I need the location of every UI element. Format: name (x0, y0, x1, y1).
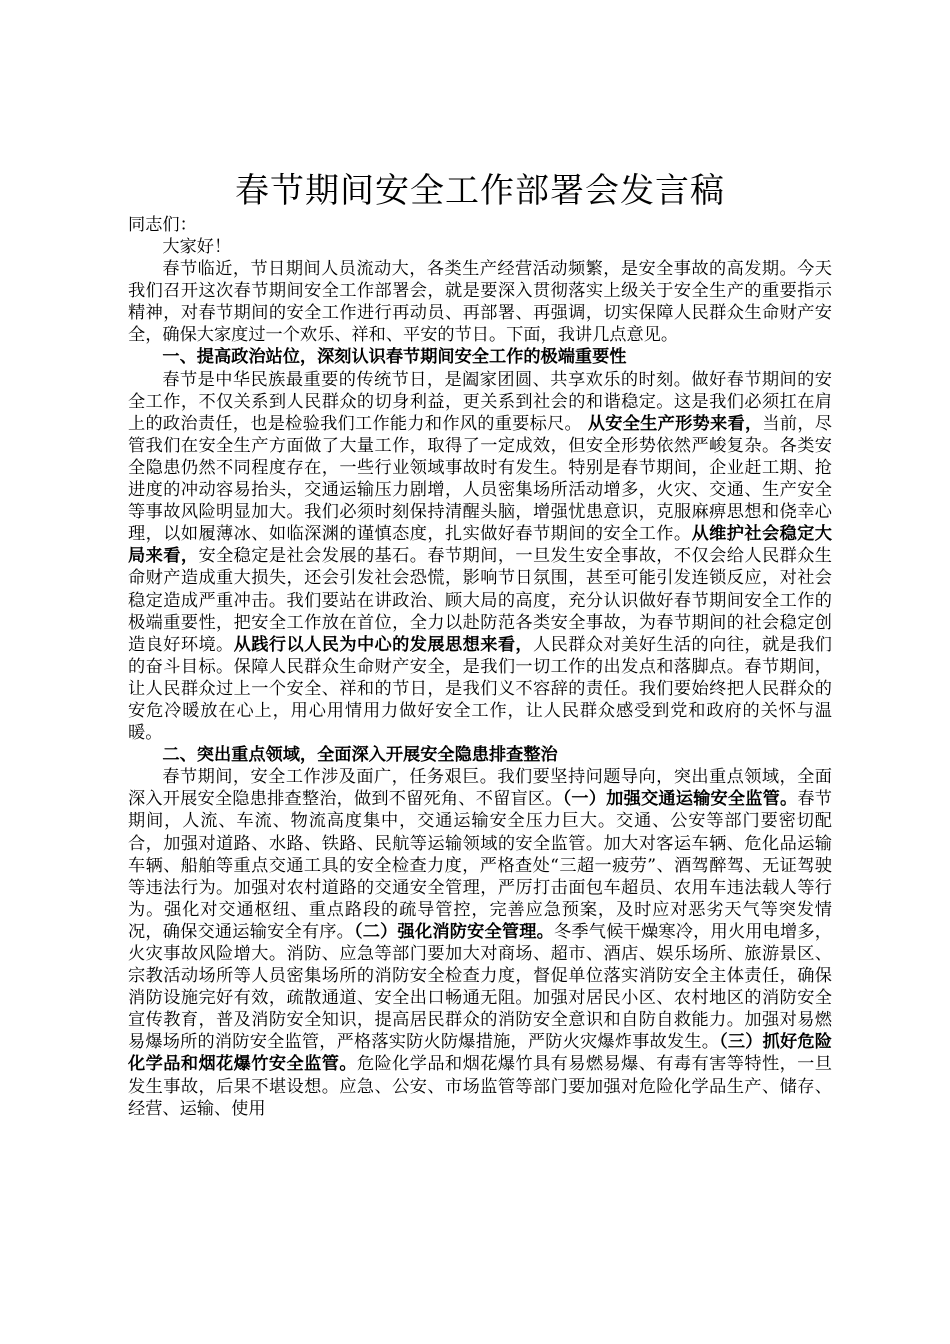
section1-bold-2: 从维护社会稳定大局来看， (128, 524, 832, 567)
document-page (128, 168, 832, 1120)
section1-paragraph (128, 369, 832, 745)
section1-text-1: 春节是中华民族最重要的传统节日，是阖家团圆、共享欢乐的时刻。做好春节期间的安全工作，不仅关系到人民群众的切身利益，更关系到社会的和谐稳定。这是我们必须扛在肩上的政治责任，也是检验我们工作能力和作风的重要标尺。 (128, 369, 832, 434)
section2-text-3: 冬季气候干燥寒冷，用火用电增多，火灾事故风险增大。消防、应急等部门要加大对商场、超市、酒店、娱乐场所、旅游景区、宗教活动场所等人员密集场所的消防安全检查力度，督促单位落实消防安全主体责任，确保消防设施完好有效，疏散通道、安全出口畅通无阻。加强对居民小区、农村地区的消防安全宣传教育，普及消防安全知识，提高居民群众的消防安全意识和自防自救能力。加强对易燃易爆场所的消防安全监管，严格落实防火防爆措施，严防火灾爆炸事故发生。 (128, 921, 832, 1053)
section2-text-4: 危险化学品和烟花爆竹具有易燃易爆、有毒有害等特性，一旦发生事故，后果不堪设想。应急、公安、市场监管等部门要加强对危险化学品生产、储存、经营、运输、使用 (128, 1054, 832, 1119)
section2-bold-3: （三）抓好危险化学品和烟花爆竹安全监管。 (128, 1032, 832, 1075)
section2-bold-2: （二）强化消防安全管理。 (354, 921, 555, 942)
section1-text-2: 当前，尽管我们在安全生产方面做了大量工作，取得了一定成效，但安全形势依然严峻复杂。各类安全隐患仍然不同程度存在，一些行业领域事故时有发生。特别是春节期间，企业赶工期、抢进度的冲动容易抬头，交通运输压力剧增，人员密集场所活动增多，火灾、交通、生产安全等事故风险明显加大。我们必须时刻保持清醒头脑，增强忧患意识，克服麻痹思想和侥幸心理，以如履薄冰、如临深渊的谨慎态度，扎实做好春节期间的安全工作。 (128, 413, 832, 545)
section2-paragraph (128, 766, 832, 1120)
section2-bold-1: （一）加强交通运输安全监管。 (562, 789, 798, 810)
intro-paragraph: 春节临近，节日期间人员流动大，各类生产经营活动频繁，是安全事故的高发期。今天我们召开这次春节期间安全工作部署会，就是要深入贯彻落实上级关于安全生产的重要指示精神，对春节期间的安全工作进行再动员、再部署、再强调，切实保障人民群众生命财产安全，确保大家度过一个欢乐、祥和、平安的节日。下面，我讲几点意见。 (128, 259, 832, 346)
section1-bold-1: 从安全生产形势来看， (587, 413, 763, 434)
section2-text-1: 春节期间，安全工作涉及面广，任务艰巨。我们要坚持问题导向，突出重点领域，全面深入开展安全隐患排查整治，做到不留死角、不留盲区。 (128, 767, 832, 810)
salutation: 同志们： (128, 215, 197, 235)
document-title: 春节期间安全工作部署会发言稿 (235, 171, 725, 211)
section2-text-2: 春节期间，人流、车流、物流高度集中，交通运输安全压力巨大。交通、公安等部门要密切配合，加强对道路、水路、铁路、民航等运输领域的安全监管。加大对客运车辆、危化品运输车辆、船舶等重点交通工具的安全检查力度，严格查处“三超一疲劳”、酒驾醉驾、无证驾驶等违法行为。加强对农村道路的交通安全管理，严厉打击面包车超员、农用车违法载人等行为。强化对交通枢纽、重点路段的疏导管控，完善应急预案，及时应对恶劣天气等突发情况，确保交通运输安全有序。 (128, 789, 832, 942)
section1-bold-3: 从践行以人民为中心的发展思想来看， (233, 634, 534, 655)
section1-text-3: 安全稳定是社会发展的基石。春节期间，一旦发生安全事故，不仅会给人民群众生命财产造成重大损失，还会引发社会恐慌，影响节日氛围，甚至可能引发连锁反应，对社会稳定造成严重冲击。我们要站在讲政治、顾大局的高度，充分认识做好春节期间安全工作的极端重要性，把安全工作放在首位，全力以赴防范各类安全事故，为春节期间的社会稳定创造良好环境。 (128, 546, 832, 655)
section1-heading: 一、提高政治站位，深刻认识春节期间安全工作的极端重要性 (162, 347, 627, 368)
section2-heading: 二、突出重点领域，全面深入开展安全隐患排查整治 (162, 745, 558, 766)
greeting: 大家好！ (162, 237, 232, 257)
section1-text-4: 人民群众对美好生活的向往，就是我们的奋斗目标。保障人民群众生命财产安全，是我们一切工作的出发点和落脚点。春节期间，让人民群众过上一个安全、祥和的节日，是我们义不容辞的责任。我们要始终把人民群众的安危冷暖放在心上，用心用情用力做好安全工作，让人民群众感受到党和政府的关怀与温暖。 (128, 634, 832, 744)
